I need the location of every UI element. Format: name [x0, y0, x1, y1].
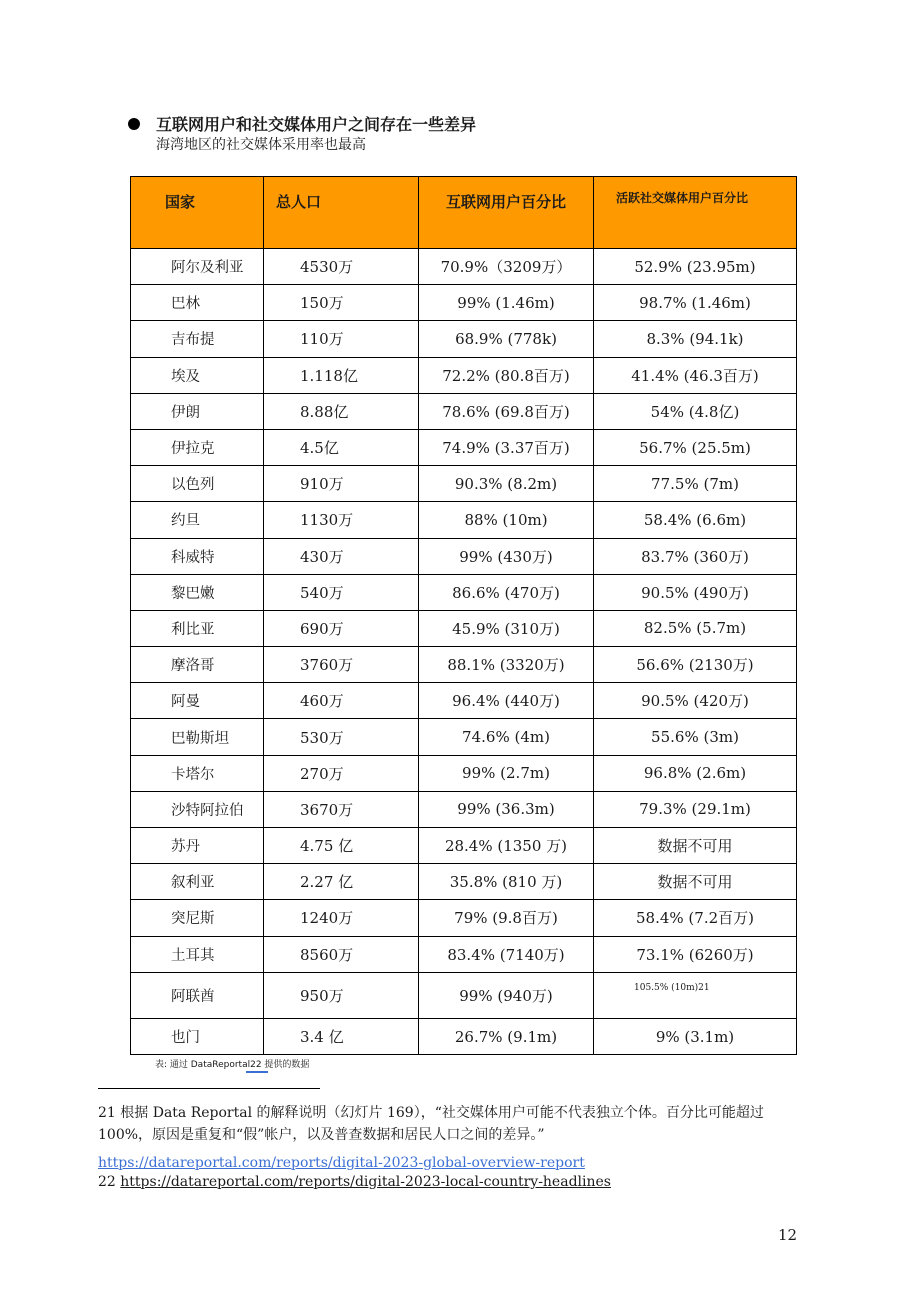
page-number: 12: [778, 1226, 798, 1244]
cell-population: 430万: [264, 538, 419, 574]
cell-country: 巴林: [131, 285, 264, 321]
subtitle: 海湾地区的社交媒体采用率也最高: [156, 137, 366, 153]
cell-internet: 70.9%（3209万）: [419, 249, 594, 285]
cell-country: 阿联酋: [131, 972, 264, 1018]
cell-social: 54% (4.8亿): [594, 393, 797, 429]
cell-country: 伊拉克: [131, 429, 264, 465]
cell-internet: 72.2% (80.8百万): [419, 357, 594, 393]
cell-social: 数据不可用: [594, 864, 797, 900]
cell-country: 突尼斯: [131, 900, 264, 936]
cell-population: 4.5亿: [264, 429, 419, 465]
cell-population: 110万: [264, 321, 419, 357]
cell-country: 沙特阿拉伯: [131, 791, 264, 827]
table-row: [131, 538, 797, 574]
cell-social: 82.5% (5.7m): [594, 610, 797, 646]
header-internet: 互联网用户百分比: [419, 177, 594, 249]
footnote-21: 21 根据 Data Reportal 的解释说明（幻灯片 169），“社交媒体用户可能不代表独立个体。百分比可能超过 100%，原因是重复和“假”帐户，以及普查数据和居民人口之间的差异。”: [98, 1105, 764, 1143]
table-row: [131, 864, 797, 900]
cell-social: 105.5% (10m)21: [594, 972, 797, 1018]
cell-social: 52.9% (23.95m): [594, 249, 797, 285]
table-row: [131, 357, 797, 393]
cell-social: 58.4% (7.2百万): [594, 900, 797, 936]
table-row: [131, 249, 797, 285]
cell-population: 8560万: [264, 936, 419, 972]
cell-country: 叙利亚: [131, 864, 264, 900]
cell-country: 伊朗: [131, 393, 264, 429]
table-caption: 表: 通过 DataReportal22 提供的数据: [155, 1060, 310, 1070]
cell-population: 1.118亿: [264, 357, 419, 393]
cell-population: 150万: [264, 285, 419, 321]
cell-internet: 99% (1.46m): [419, 285, 594, 321]
cell-social: 83.7% (360万): [594, 538, 797, 574]
cell-internet: 90.3% (8.2m): [419, 466, 594, 502]
cell-country: 也门: [131, 1018, 264, 1054]
cell-social: 96.8% (2.6m): [594, 755, 797, 791]
cell-internet: 88% (10m): [419, 502, 594, 538]
footnote-divider: [98, 1088, 320, 1089]
cell-social: 58.4% (6.6m): [594, 502, 797, 538]
table-row: [131, 574, 797, 610]
cell-internet: 83.4% (7140万): [419, 936, 594, 972]
cell-country: 利比亚: [131, 610, 264, 646]
caption-link-underline: [246, 1071, 268, 1073]
cell-internet: 74.9% (3.37百万): [419, 429, 594, 465]
cell-population: 4530万: [264, 249, 419, 285]
cell-country: 阿曼: [131, 683, 264, 719]
header-population: 总人口: [264, 177, 419, 249]
bullet-icon: [128, 118, 140, 130]
footnote-22-number: 22: [98, 1174, 116, 1190]
table-row: [131, 900, 797, 936]
cell-country: 苏丹: [131, 828, 264, 864]
cell-population: 3670万: [264, 791, 419, 827]
table-row: [131, 466, 797, 502]
cell-internet: 26.7% (9.1m): [419, 1018, 594, 1054]
cell-population: 4.75 亿: [264, 828, 419, 864]
cell-internet: 86.6% (470万): [419, 574, 594, 610]
cell-population: 540万: [264, 574, 419, 610]
cell-country: 以色列: [131, 466, 264, 502]
cell-social: 98.7% (1.46m): [594, 285, 797, 321]
table-body: [131, 249, 797, 1055]
cell-country: 卡塔尔: [131, 755, 264, 791]
heading-text: 互联网用户和社交媒体用户之间存在一些差异: [156, 115, 477, 134]
data-table: [130, 176, 797, 1055]
cell-internet: 96.4% (440万): [419, 683, 594, 719]
cell-social: 55.6% (3m): [594, 719, 797, 755]
cell-internet: 78.6% (69.8百万): [419, 393, 594, 429]
cell-social: 73.1% (6260万): [594, 936, 797, 972]
cell-population: 270万: [264, 755, 419, 791]
cell-internet: 68.9% (778k): [419, 321, 594, 357]
cell-country: 吉布提: [131, 321, 264, 357]
table-row: [131, 502, 797, 538]
cell-population: 8.88亿: [264, 393, 419, 429]
cell-population: 460万: [264, 683, 419, 719]
cell-social: 数据不可用: [594, 828, 797, 864]
cell-internet: 74.6% (4m): [419, 719, 594, 755]
cell-internet: 99% (36.3m): [419, 791, 594, 827]
cell-internet: 45.9% (310万): [419, 610, 594, 646]
cell-internet: 88.1% (3320万): [419, 647, 594, 683]
cell-social: 90.5% (420万): [594, 683, 797, 719]
cell-population: 3760万: [264, 647, 419, 683]
table-row: [131, 610, 797, 646]
cell-country: 摩洛哥: [131, 647, 264, 683]
cell-population: 950万: [264, 972, 419, 1018]
table-row: [131, 1018, 797, 1054]
cell-social: 77.5% (7m): [594, 466, 797, 502]
table-row: [131, 972, 797, 1018]
cell-social: 90.5% (490万): [594, 574, 797, 610]
cell-country: 土耳其: [131, 936, 264, 972]
table-row: [131, 719, 797, 755]
cell-social: 56.6% (2130万): [594, 647, 797, 683]
cell-country: 约旦: [131, 502, 264, 538]
cell-population: 1240万: [264, 900, 419, 936]
table-row: [131, 683, 797, 719]
table-row: [131, 828, 797, 864]
footnote-22: [98, 1174, 611, 1190]
cell-population: 690万: [264, 610, 419, 646]
cell-social: 9% (3.1m): [594, 1018, 797, 1054]
cell-social: 41.4% (46.3百万): [594, 357, 797, 393]
cell-internet: 79% (9.8百万): [419, 900, 594, 936]
table-row: [131, 429, 797, 465]
cell-population: 1130万: [264, 502, 419, 538]
table-row: [131, 791, 797, 827]
cell-internet: 99% (940万): [419, 972, 594, 1018]
table-row: [131, 393, 797, 429]
cell-population: 910万: [264, 466, 419, 502]
cell-internet: 28.4% (1350 万): [419, 828, 594, 864]
cell-country: 阿尔及利亚: [131, 249, 264, 285]
table-row: [131, 321, 797, 357]
cell-country: 黎巴嫩: [131, 574, 264, 610]
cell-population: 530万: [264, 719, 419, 755]
table-row: [131, 755, 797, 791]
table-header-row: [131, 177, 797, 249]
cell-country: 科威特: [131, 538, 264, 574]
cell-social: 8.3% (94.1k): [594, 321, 797, 357]
cell-social: 56.7% (25.5m): [594, 429, 797, 465]
cell-population: 3.4 亿: [264, 1018, 419, 1054]
cell-country: 巴勒斯坦: [131, 719, 264, 755]
cell-internet: 99% (2.7m): [419, 755, 594, 791]
cell-internet: 35.8% (810 万): [419, 864, 594, 900]
table-row: [131, 647, 797, 683]
footnote-link-local[interactable]: https://datareportal.com/reports/digital-2023-local-country-headlines: [120, 1174, 611, 1190]
cell-population: 2.27 亿: [264, 864, 419, 900]
footnote-link-global[interactable]: https://datareportal.com/reports/digital-2023-global-overview-report: [98, 1155, 585, 1171]
header-social: 活跃社交媒体用户百分比: [594, 177, 797, 249]
cell-social: 79.3% (29.1m): [594, 791, 797, 827]
table-row: [131, 285, 797, 321]
cell-country: 埃及: [131, 357, 264, 393]
section-heading: [128, 112, 476, 135]
cell-internet: 99% (430万): [419, 538, 594, 574]
table-row: [131, 936, 797, 972]
header-country: 国家: [131, 177, 264, 249]
